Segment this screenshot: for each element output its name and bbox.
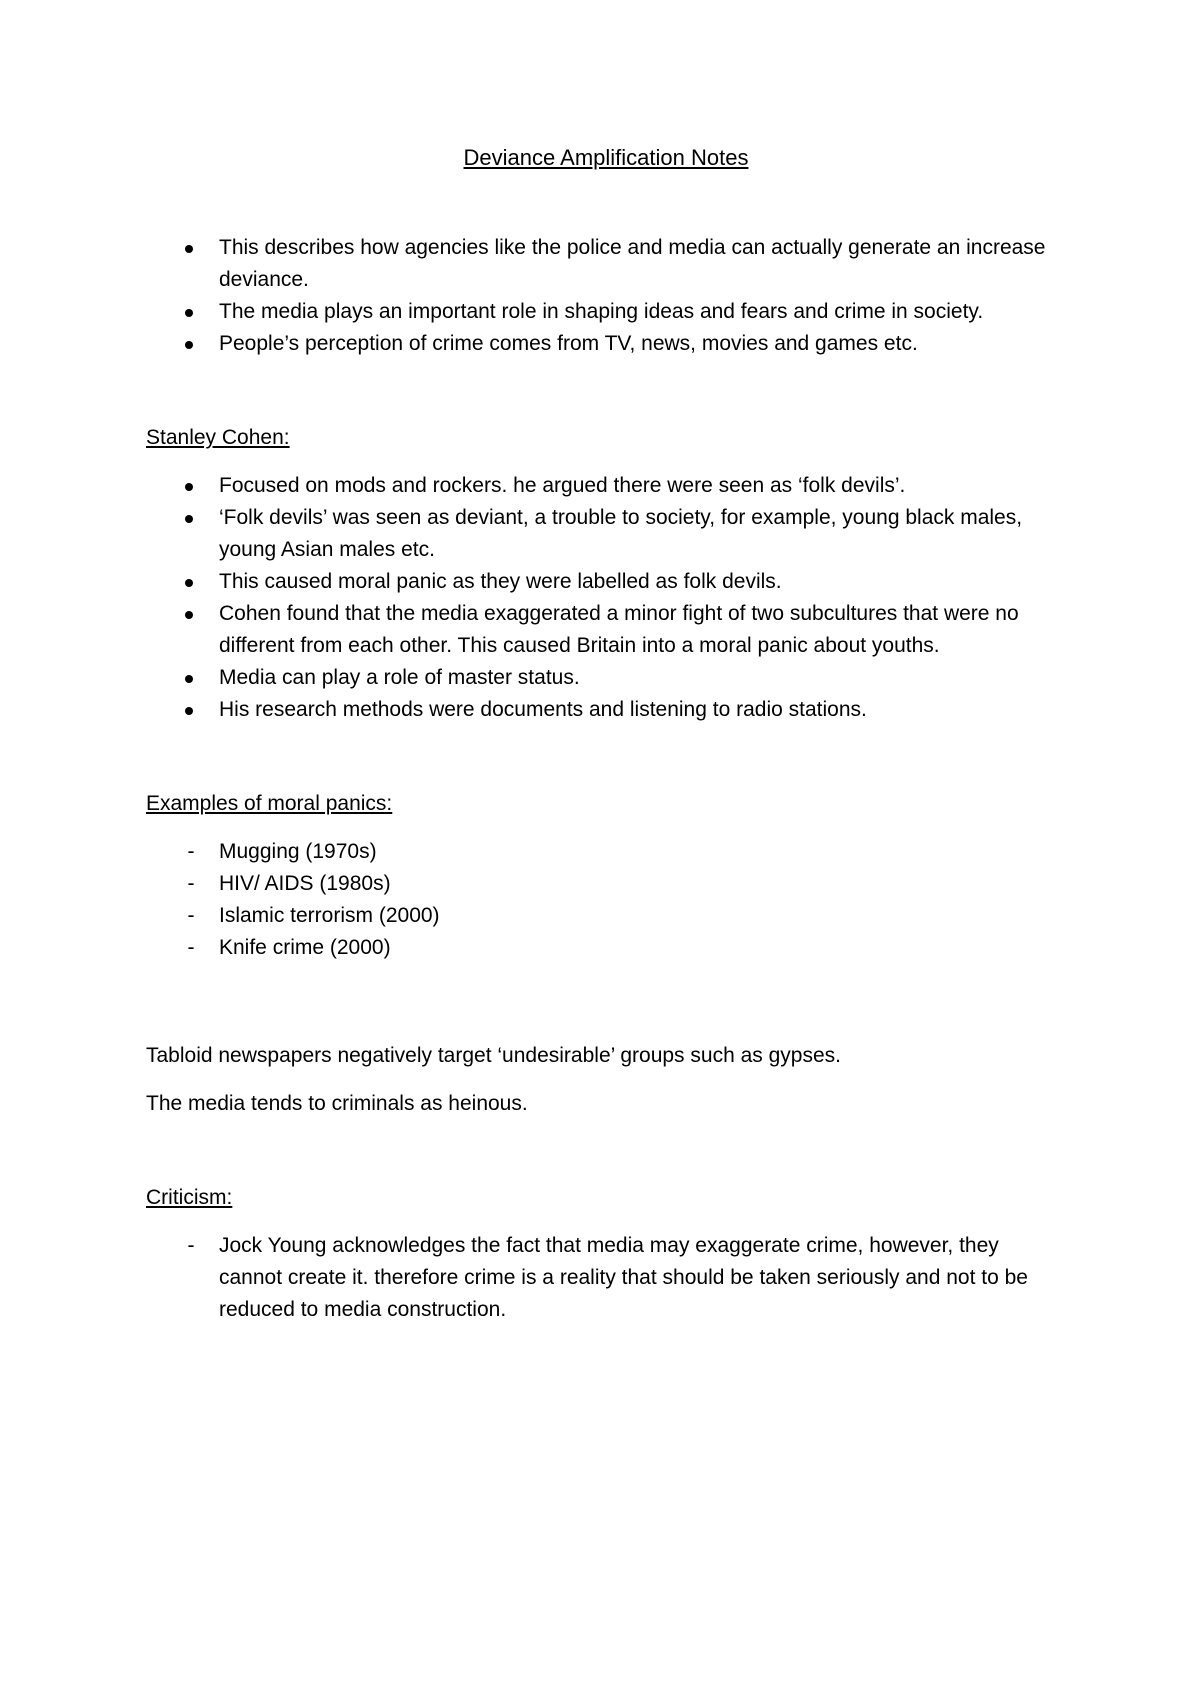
section-spacer [146,1136,1066,1182]
bullet-icon [185,245,193,253]
document-content [146,142,1066,1326]
list-item [146,296,1066,328]
criticism-dash-list [146,1230,1066,1326]
list-item [146,232,1066,296]
section-spacer [146,964,1066,1040]
examples-heading: Examples of moral panics: [146,792,393,815]
intro-bullet-list [146,232,1066,360]
cohen-heading: Stanley Cohen: [146,426,290,449]
dash-icon: - [187,840,195,863]
dash-icon: - [187,936,195,959]
cohen-bullet-list [146,470,1066,726]
list-item [146,900,1066,932]
document-title: Deviance Amplification Notes [463,145,749,170]
list-item-text: His research methods were documents and listening to radio stations. [219,698,867,721]
list-item [146,598,1066,662]
list-item-text: Jock Young acknowledges the fact that media may exaggerate crime, however, they cannot create it. therefore crime is a reality that should be taken seriously and not to be reduced to media construction. [219,1234,1028,1321]
bullet-icon [185,675,193,683]
bullet-icon [185,579,193,587]
list-item-text: Mugging (1970s) [219,840,377,863]
list-item [146,328,1066,360]
list-item [146,566,1066,598]
list-item [146,836,1066,868]
list-item-text: Cohen found that the media exaggerated a minor fight of two subcultures that were no different from each other. This caused Britain into a moral panic about youths. [219,602,1019,657]
list-item-text: This describes how agencies like the police and media can actually generate an increase deviance. [219,236,1046,291]
criticism-heading: Criticism: [146,1186,233,1209]
list-item [146,662,1066,694]
dash-icon: - [187,872,195,895]
bullet-icon [185,707,193,715]
list-item-text: Islamic terrorism (2000) [219,904,440,927]
list-item [146,470,1066,502]
list-item [146,868,1066,900]
bullet-icon [185,515,193,523]
dash-icon: - [187,904,195,927]
list-item [146,694,1066,726]
list-item [146,502,1066,566]
bullet-icon [185,341,193,349]
bullet-icon [185,483,193,491]
bullet-icon [185,611,193,619]
list-item-text: The media plays an important role in shaping ideas and fears and crime in society. [219,300,984,323]
list-item-text: This caused moral panic as they were labelled as folk devils. [219,570,782,593]
media-paragraph: The media tends to criminals as heinous. [146,1092,528,1115]
tabloid-paragraph: Tabloid newspapers negatively target ‘undesirable’ groups such as gypses. [146,1044,841,1067]
list-item-text: Media can play a role of master status. [219,666,580,689]
examples-dash-list [146,836,1066,964]
list-item-text: HIV/ AIDS (1980s) [219,872,391,895]
bullet-icon [185,309,193,317]
section-spacer [146,360,1066,422]
list-item-text: Knife crime (2000) [219,936,391,959]
list-item-text: Focused on mods and rockers. he argued there were seen as ‘folk devils’. [219,474,906,497]
list-item [146,1230,1066,1326]
list-item [146,932,1066,964]
list-item-text: People’s perception of crime comes from TV, news, movies and games etc. [219,332,918,355]
dash-icon: - [187,1234,195,1257]
section-spacer [146,726,1066,788]
list-item-text: ‘Folk devils’ was seen as deviant, a trouble to society, for example, young black males, young Asian males etc. [219,506,1023,561]
